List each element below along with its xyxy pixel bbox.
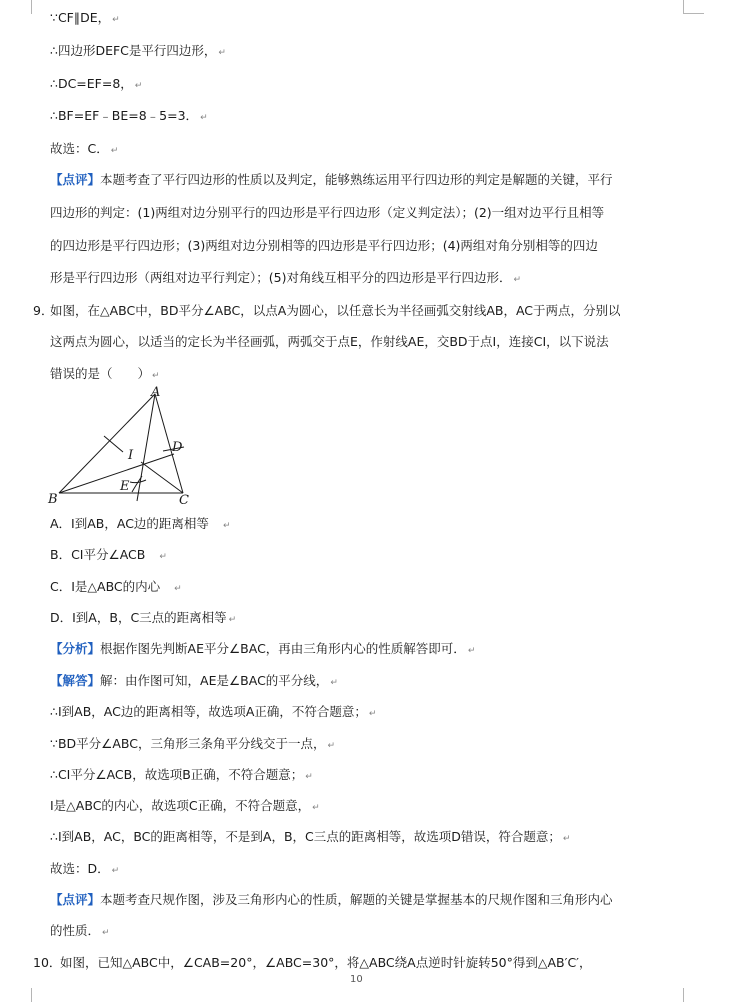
label-d: D [172, 440, 183, 455]
solution-line-6: ∴I到AB，AC，BC的距离相等，不是到A，B，C三点的距离相等，故选项D错误，符合题意； ↵ [50, 829, 571, 844]
solution-tag: 【解答】 [50, 673, 101, 688]
proof-line-1: ∵CF∥DE， ↵ [50, 10, 120, 25]
review-tag: 【点评】 [50, 172, 101, 187]
proof-line-4: ∴BF=EF﹣BE=8﹣5=3． ↵ [50, 108, 208, 123]
q9-stem-line-2: 这两点为圆心，以适当的定长为半径画弧，两弧交于点E，作射线AE，交BD于点I，连接CI，以下说法 [50, 334, 609, 349]
solution-line-4: ∴CI平分∠ACB，故选项B正确，不符合题意； ↵ [50, 767, 313, 782]
solution-line-5: I是△ABC的内心，故选项C正确，不符合题意， ↵ [50, 798, 320, 813]
option-c: C．I是△ABC的内心 ↵ [50, 579, 182, 594]
solution-line-7: 故选：D． ↵ [50, 861, 120, 876]
option-a: A．I到AB，AC边的距离相等 ↵ [50, 516, 231, 531]
crop-mark-bottom-left [31, 988, 32, 1002]
review2-line-2: 的性质． ↵ [50, 923, 110, 938]
review1-line-4: 形是平行四边形（两组对边平行判定）；(5)对角线互相平分的四边形是平行四边形． ↵ [50, 270, 522, 285]
label-a: A [151, 385, 161, 400]
q9-stem-line-1: 如图，在△ABC中，BD平分∠ABC，以点A为圆心，以任意长为半径画弧交射线AB，AC于两点，分别以 [50, 303, 621, 318]
review2-line-1: 【点评】本题考查尺规作图，涉及三角形内心的性质，解题的关键是掌握基本的尺规作图和三角形内心 [50, 892, 613, 907]
answer-line: 故选：C． ↵ [50, 141, 119, 156]
review2-tag: 【点评】 [50, 892, 101, 907]
segment-ci [141, 462, 183, 493]
page-number: 10 [350, 974, 363, 985]
proof-line-2: ∴四边形DEFC是平行四边形， ↵ [50, 43, 226, 58]
label-i: I [128, 448, 134, 463]
q10-stem: 如图，已知△ABC中，∠CAB=20°，∠ABC=30°，将△ABC绕A点逆时针旋转50°得到△AB′C′， [60, 955, 592, 970]
arc-e-2 [132, 476, 142, 492]
solution-line-2: ∴I到AB，AC边的距离相等，故选项A正确，不符合题意； ↵ [50, 704, 377, 719]
solution-line-3: ∵BD平分∠ABC，三角形三条角平分线交于一点， ↵ [50, 736, 336, 751]
triangle-construction-figure [44, 384, 204, 508]
crop-mark-bottom-right [683, 988, 684, 1002]
q9-stem-line-3: 错误的是（ ） ↵ [50, 366, 160, 381]
crop-mark-top-left [31, 0, 32, 14]
crop-mark-top-right [683, 0, 684, 14]
option-d: D．I到A，B，C三点的距离相等 ↵ [50, 610, 237, 625]
q10-number: 10． [33, 955, 62, 970]
label-c: C [179, 493, 189, 508]
proof-line-3: ∴DC=EF=8， ↵ [50, 76, 143, 91]
review1-line-3: 的四边形是平行四边形；(3)两组对边分别相等的四边形是平行四边形；(4)两组对角分别相等的四边 [50, 238, 598, 253]
label-e: E [120, 479, 130, 494]
q9-number: 9． [33, 303, 54, 318]
review1-line-2: 四边形的判定：(1)两组对边分别平行的四边形是平行四边形（定义判定法）；(2)一组对边平行且相等 [50, 205, 605, 220]
review1-line-1: 【点评】本题考查了平行四边形的性质以及判定，能够熟练运用平行四边形的判定是解题的关键，平行 [50, 172, 613, 187]
option-b: B．CI平分∠ACB ↵ [50, 547, 167, 562]
label-b: B [48, 492, 58, 507]
solution-line-1: 【解答】解：由作图可知，AE是∠BAC的平分线， ↵ [50, 673, 338, 688]
analysis-line: 【分析】根据作图先判断AE平分∠BAC，再由三角形内心的性质解答即可． ↵ [50, 641, 476, 656]
analysis-tag: 【分析】 [50, 641, 101, 656]
crop-mark-top-right-h [684, 13, 704, 14]
